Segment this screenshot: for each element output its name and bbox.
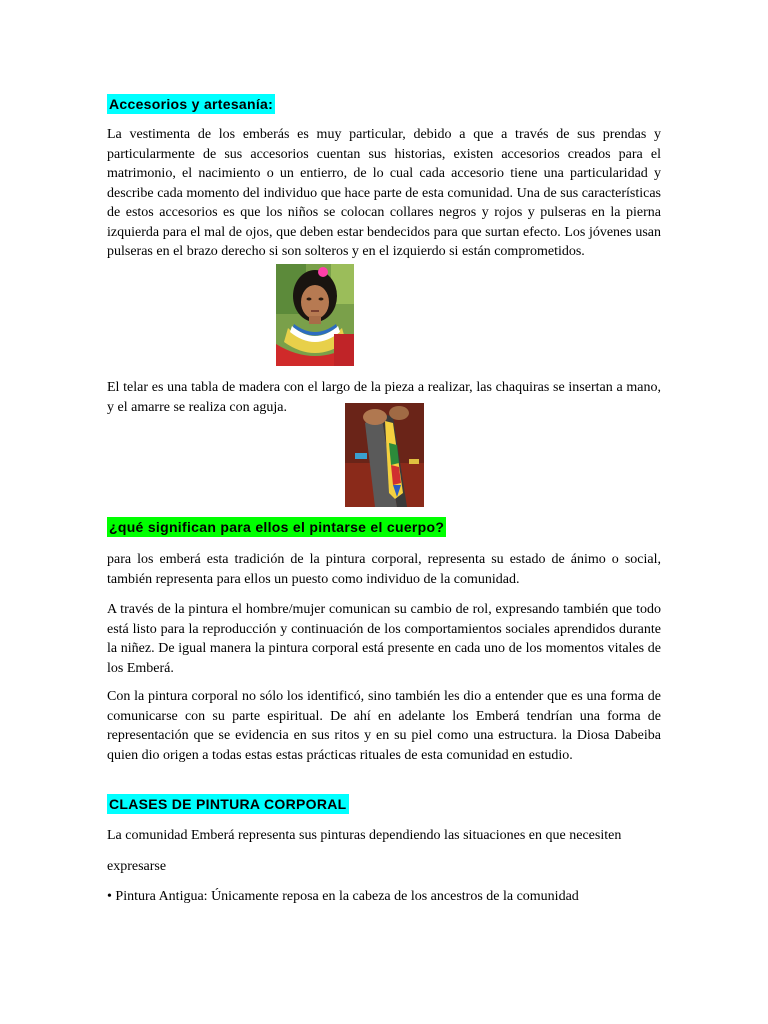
paragraph-telar: El telar es una tabla de madera con el largo de la pieza a realizar, las chaquiras se insertan a mano, y el amarre se realiza con aguja. xyxy=(107,380,661,415)
photo-embera-girl xyxy=(276,264,354,366)
paragraph-comunidad-line2: expresarse xyxy=(107,859,167,874)
beading-loom-image xyxy=(345,403,424,507)
section-heading-clases xyxy=(107,794,349,816)
section-heading-pintura-cuerpo xyxy=(107,517,446,539)
list-item-pintura-antigua: • Pintura Antigua: Únicamente reposa en la cabeza de los ancestros de la comunidad xyxy=(107,889,579,904)
paragraph-cambio-rol: A través de la pintura el hombre/mujer comunican su cambio de rol, expresando también que todo está listo para la reproducción y continuación de los comportamientos sociales aprendidos durante la niñez. De igual manera la pintura corporal está presente en cada uno de los momentos vitales de los Emberá. xyxy=(107,602,661,676)
paragraph-tradicion: para los emberá esta tradición de la pintura corporal, representa su estado de ánimo o social, también representa para ellos un puesto como individuo de la comunidad. xyxy=(107,552,661,587)
paragraph-comunidad-line1: La comunidad Emberá representa sus pinturas dependiendo las situaciones en que necesiten xyxy=(107,828,622,843)
photo-beading-loom xyxy=(345,403,424,507)
heading-pintura-cuerpo-text: ¿qué significan para ellos el pintarse el cuerpo? xyxy=(109,519,445,535)
document-page xyxy=(107,0,661,1024)
paragraph-vestimenta: La vestimenta de los emberás es muy particular, debido a que a través de sus prendas y particularmente de sus accesorios cuentan sus historias, existen accesorios creados para el matrimonio, el nacimiento o un entierro, de lo cual cada accesorio tiene una particularidad y describe cada momento del individuo que hace parte de esta comunidad. Una de sus características de estos accesorios es que los niños se colocan collares negros y rojos y pulseras en la pierna izquierda para el mal de ojos, que deben estar bendecidos para que surtan efecto. Los jóvenes usan pulseras en el brazo derecho si son solteros y en el izquierdo si están comprometidos. xyxy=(107,127,661,259)
section-heading-accesorios xyxy=(107,94,275,116)
heading-clases-text: CLASES DE PINTURA CORPORAL xyxy=(109,796,347,812)
paragraph-identifico: Con la pintura corporal no sólo los identificó, sino también les dio a entender que es una forma de comunicarse con su parte espiritual. De ahí en adelante los Emberá tendrían una forma de representación que se evidencia en sus ritos y en su piel como una estructura. la Diosa Dabeiba quien dio origen a todas estas estas prácticas rituales de esta comunidad en estudio. xyxy=(107,689,661,763)
heading-accesorios-text: Accesorios y artesanía: xyxy=(109,96,274,112)
embera-girl-image xyxy=(276,264,354,366)
